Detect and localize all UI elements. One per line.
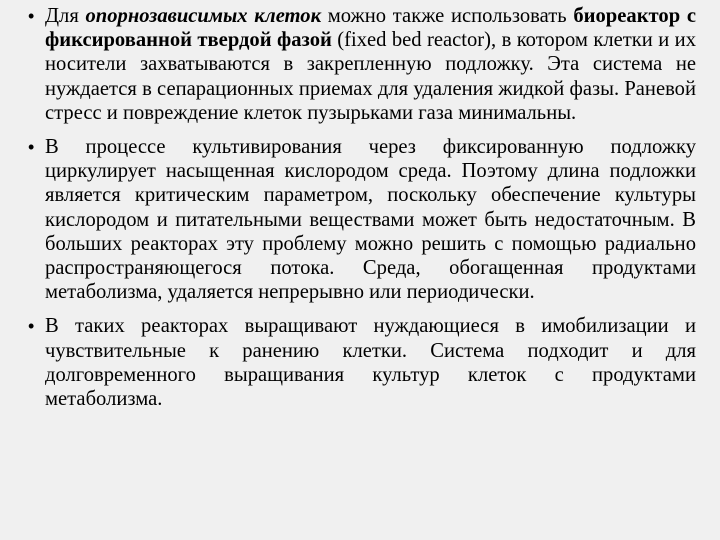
emphasis-text: опорнозависимых клеток xyxy=(85,5,322,27)
bullet-list xyxy=(30,4,696,421)
bullet-item xyxy=(30,314,696,411)
bullet-text: можно также использовать xyxy=(321,5,574,27)
bullet-item xyxy=(30,135,696,304)
bold-term: биореактор с фиксированной твердой фазой xyxy=(45,5,696,52)
bullet-text: В таких реакторах выращивают нуждающиеся в имобилизации и чувствительные к ранению клетки. Система подходит и для долговременного выращивания культур клеток с продуктами метаболизма. xyxy=(45,315,696,411)
bullet-text: В процессе культивирования через фиксированную подложку циркулирует насыщенная кислородом среда. Поэтому длина подложки является критическим параметром, поскольку обеспечение культуры кислородом и питательными веществами может быть недостаточным. В больших реакторах эту проблему можно решить с помощью радиально распространяющегося потока. Среда, обогащенная продуктами метаболизма, удаляется непрерывно или периодически. xyxy=(45,136,696,304)
bullet-text: Для xyxy=(45,5,86,27)
bullet-item xyxy=(30,4,696,125)
bullet-text: (fixed bed reactor), в котором клетки и их носители захватываются в закрепленную подложку. Эта система не нуждается в сепарационных приемах для удаления жидкой фазы. Раневой стресс и повреждение клеток пузырьками газа минимальны. xyxy=(45,29,696,124)
